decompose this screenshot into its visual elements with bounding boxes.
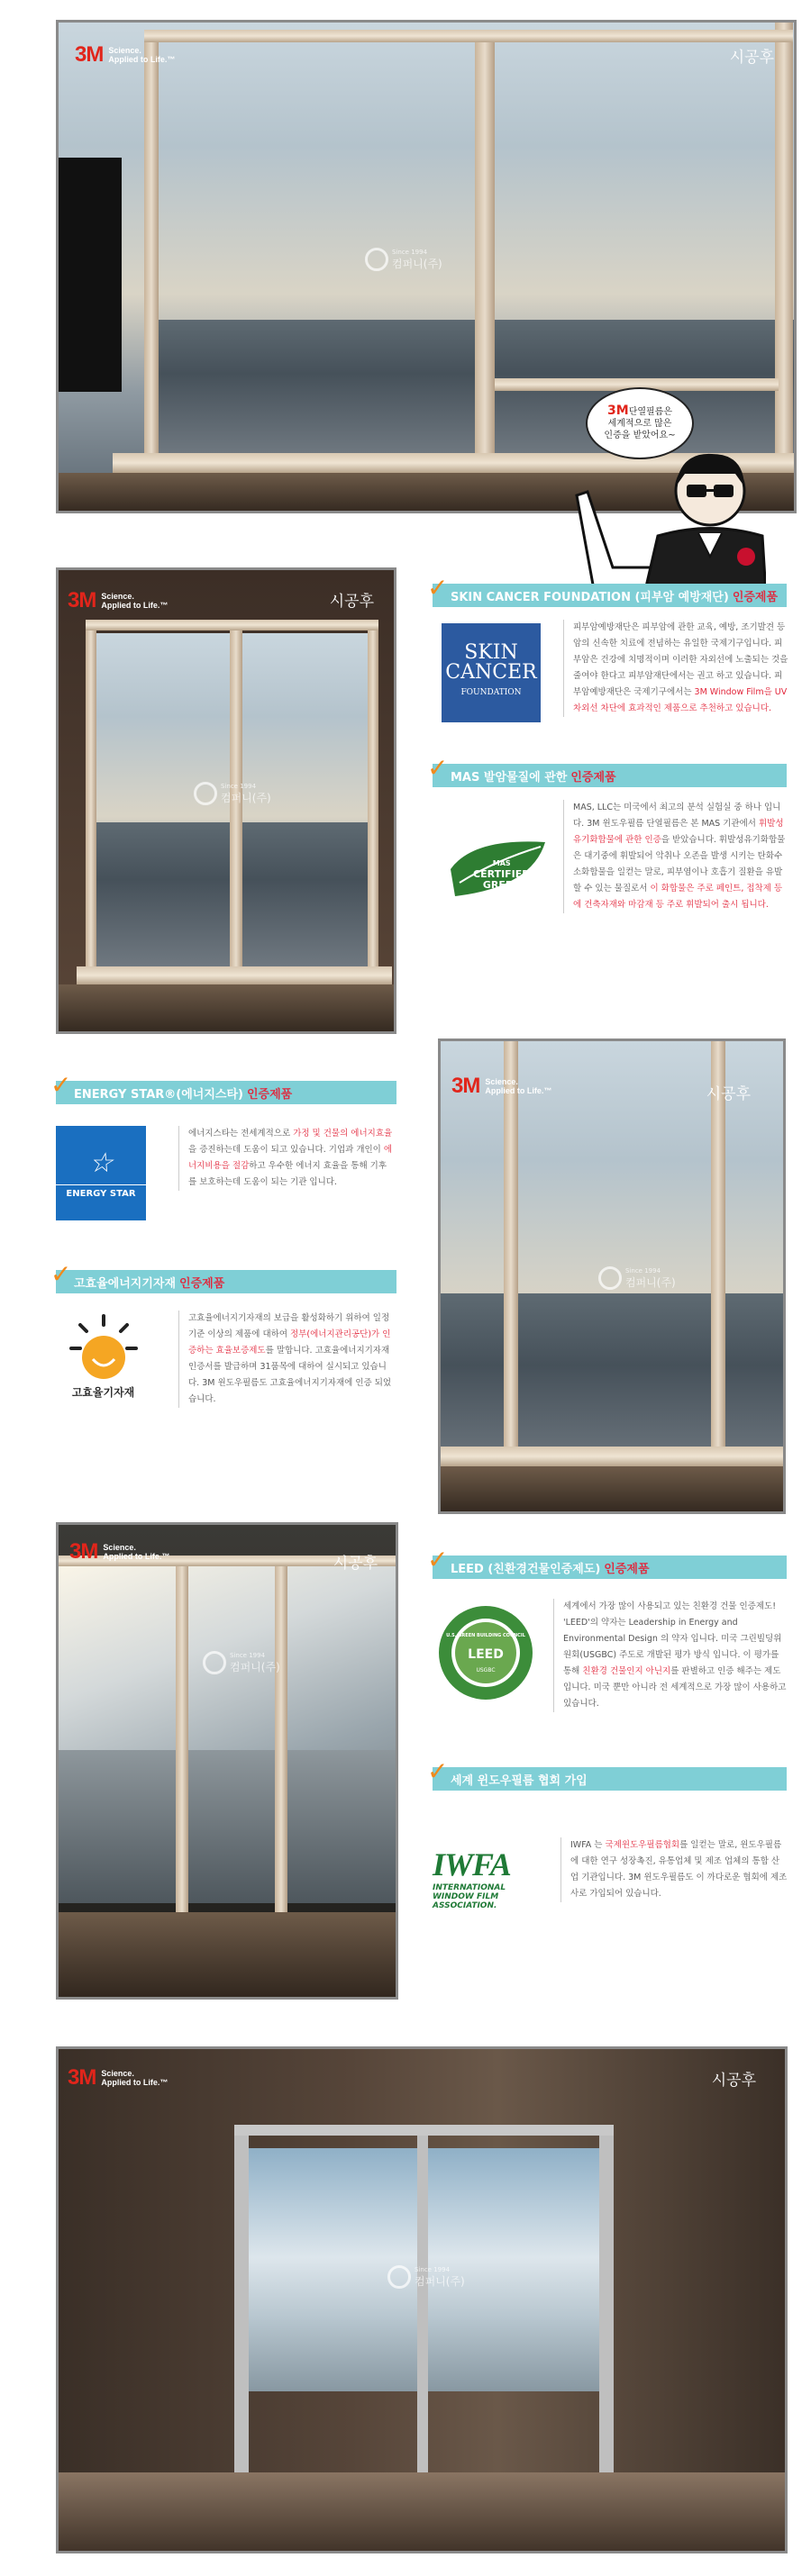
mas-header: ✓ MAS 발암물질에 관한 인증제품 — [433, 764, 787, 787]
door-frame — [234, 2125, 614, 2136]
iwfa-text: IWFA 는 국제윈도우필름협회를 일컫는 말로, 윈도우필름에 대한 연구 성장촉진, 유통업체 및 제조 업체의 통합 산업 기관입니다. 3M 윈도우필름도 이 까다로운 협회에 제조사로 가입되어 있습니다. — [560, 1837, 788, 1902]
watermark-icon — [365, 248, 388, 271]
mascot-illustration — [559, 441, 766, 594]
watermark: Since 1994 컴퍼니(주) — [203, 1651, 280, 1674]
3m-logo: 3M — [75, 42, 104, 67]
kehi-header: ✓ 고효율에너지기자재 인증제품 — [56, 1270, 396, 1293]
floor — [59, 1912, 398, 2000]
window-sill — [441, 1447, 786, 1466]
mas-logo: MAS CERTIFIED GREEN — [446, 833, 550, 905]
energy-star-logo: ☆ ENERGY STAR — [56, 1126, 146, 1220]
floor — [441, 1466, 786, 1514]
speech-bubble: 3M단열필름은 세계적으로 많은 인증을 받았어요~ — [586, 387, 694, 459]
leed-logo: U.S. GREEN BUILDING COUNCIL LEED USGBC — [436, 1603, 535, 1702]
photo-after-5 — [56, 2046, 788, 2553]
window-frame — [775, 23, 793, 464]
window-frame — [475, 41, 495, 464]
window-frame — [711, 1041, 725, 1514]
watermark-icon — [598, 1266, 622, 1290]
floor — [59, 2472, 788, 2553]
window-frame — [275, 1561, 287, 1921]
3m-logo: 3M — [68, 588, 96, 612]
brand: 3M Science. Applied to Life.™ — [69, 1539, 170, 1564]
check-icon: ✓ — [50, 1259, 72, 1289]
brand: 3M Science. Applied to Life.™ — [75, 42, 176, 67]
check-icon: ✓ — [427, 1756, 449, 1786]
watermark-icon — [194, 782, 217, 805]
check-icon: ✓ — [427, 753, 449, 783]
check-icon: ✓ — [427, 1545, 449, 1574]
kehi-sun-icon — [68, 1312, 140, 1384]
skin-cancer-logo: SKIN CANCER FOUNDATION — [442, 623, 541, 722]
leed-text: 세계에서 가장 많이 사용되고 있는 친환경 건물 인증제도! 'LEED'의 약자는 Leadership in Energy and Environmental Design 의 약자 입니다. 미국 그린빌딩위원회(USGBC) 주도로 개발된 평가 방식 입니다. 이 평가를 통해 친환경 건물인지 아닌지를 판별하고 인증 해주는 제도 입니다. 미국 뿐만 아니라 전 세계적으로 가장 많이 사용하고 있습니다. — [553, 1599, 788, 1712]
watermark: Since 1994 컴퍼니(주) — [387, 2265, 465, 2289]
door-frame — [417, 2130, 428, 2517]
brand: 3M Science. Applied to Life.™ — [68, 588, 169, 612]
skin-cancer-text: 피부암예방재단은 피부암에 관한 교육, 예방, 조기발견 등 암의 신속한 치료에 전념하는 유일한 국제기구입니다. 피부암은 건강에 치명적이며 이러한 자외선에 노출되는 것을 줄여야 한다고 피부암재단에서는 권고 하고 있습니다. 피부암예방재단은 국제기구에서는 3M Window Film을 UV 차외선 차단에 효과적인 제품으로 추천하고 있습니다. — [563, 620, 788, 717]
energy-star-header: ✓ ENERGY STAR®(에너지스타) 인증제품 — [56, 1081, 396, 1104]
energy-star-text: 에너지스타는 전세계적으로 가정 및 건물의 에너지효율을 증진하는데 도움이 되고 있습니다. 기업과 개인이 에너지비용을 절감하고 우수한 에너지 효율을 통해 기후를 보호하는데 도움이 되는 기관 입니다. — [178, 1126, 395, 1191]
floor — [59, 984, 396, 1034]
window-frame — [368, 624, 378, 975]
window-frame — [86, 624, 96, 975]
mas-text: MAS, LLC는 미국에서 최고의 분석 실험실 중 하나 입니다. 3M 윈도우필름 단열필름은 본 MAS 기관에서 휘발성유기화합물에 관한 인증을 받았습니다. 휘발성유기화합물은 대기중에 휘발되어 악취나 오존을 발생 시키는 탄화수소화합물을 일컫는 말로, 피부염이나 호흡기 질환을 유발 할 수 있는 물질로서 이 화합물은 주로 페인트, 접착제 등에 건축자재와 마감재 등 주로 휘발되어 출시 됩니다. — [563, 800, 788, 913]
watermark-icon — [387, 2265, 411, 2289]
watermark-icon — [203, 1651, 226, 1674]
after-label: 시공후 — [729, 49, 774, 67]
photo-after-2 — [56, 567, 396, 1034]
watermark: Since 1994 컴퍼니(주) — [598, 1266, 676, 1290]
window-sill — [77, 966, 392, 984]
check-icon: ✓ — [50, 1070, 72, 1100]
kehi-text: 고효율에너지기자재의 보급을 활성화하기 위하여 일정기준 이상의 제품에 대하여 정부(에너지관리공단)가 인증하는 효율보증제도를 말합니다. 고효율에너지기자재 인증서를 발급하며 31품목에 대하여 실시되고 있습니다. 3M 윈도우필름도 고효율에너지기자재에 인증 되었습니다. — [178, 1311, 395, 1408]
watermark: Since 1994 컴퍼니(주) — [194, 782, 271, 805]
door-frame — [234, 2130, 249, 2517]
3m-logo: 3M — [69, 1539, 98, 1564]
after-label: 시공후 — [711, 2072, 756, 2090]
kehi-logo: 고효율기자재 — [56, 1306, 150, 1405]
after-label: 시공후 — [333, 1555, 378, 1573]
window-frame — [86, 620, 378, 630]
city-view — [59, 1750, 398, 1903]
window-frame — [176, 1561, 188, 1921]
window-frame — [144, 30, 793, 42]
brand: 3M Science. Applied to Life.™ — [68, 2065, 169, 2090]
3m-logo: 3M — [68, 2065, 96, 2090]
3m-logo: 3M — [451, 1074, 480, 1098]
photo-after-3 — [438, 1039, 786, 1514]
door-frame — [599, 2130, 614, 2517]
check-icon: ✓ — [427, 573, 449, 603]
after-label: 시공후 — [706, 1085, 751, 1103]
window-frame — [504, 1041, 518, 1514]
photo-after-4 — [56, 1522, 398, 2000]
iwfa-logo: IWFA INTERNATIONAL WINDOW FILM ASSOCIATION. — [433, 1846, 511, 1910]
window-frame — [144, 41, 159, 464]
brand: 3M Science. Applied to Life.™ — [451, 1074, 552, 1098]
energy-star-icon: ☆ — [88, 1147, 114, 1179]
tv-panel — [59, 158, 122, 392]
skin-cancer-header: ✓ SKIN CANCER FOUNDATION (피부암 예방재단) 인증제품 — [433, 584, 787, 607]
watermark: Since 1994 컴퍼니(주) — [365, 248, 442, 271]
iwfa-header: ✓ 세계 윈도우필름 협회 가입 — [433, 1767, 787, 1791]
after-label: 시공후 — [329, 593, 374, 611]
leed-header: ✓ LEED (친환경건물인증제도) 인증제품 — [433, 1556, 787, 1579]
